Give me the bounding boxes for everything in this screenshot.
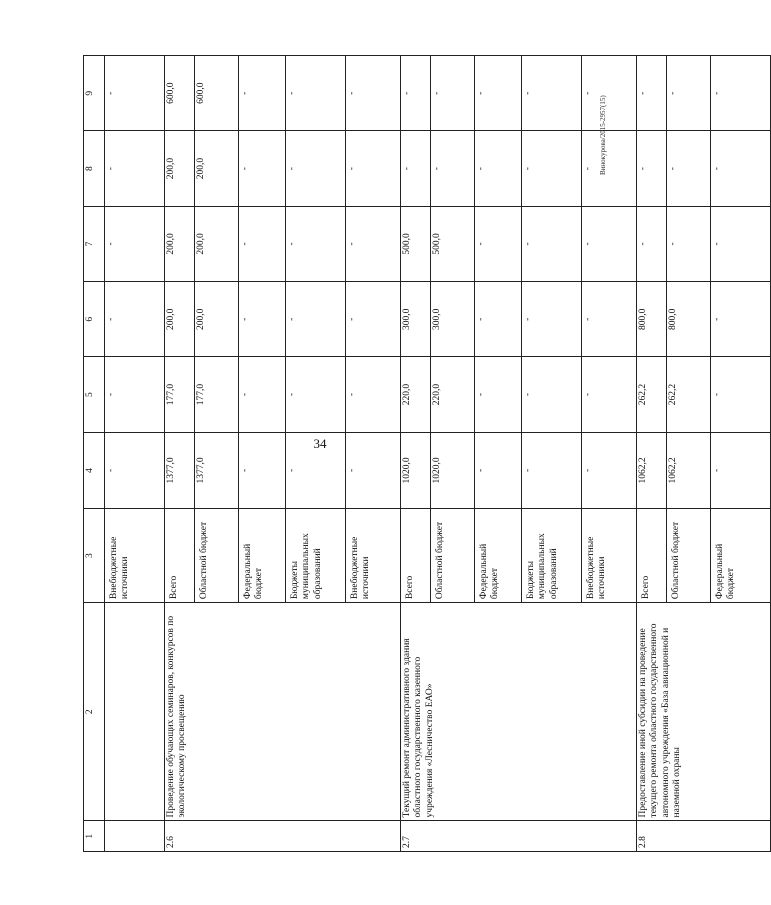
- value-cell: -: [105, 56, 165, 131]
- table-body: [105, 56, 771, 852]
- value-cell: -: [582, 206, 637, 281]
- value-cell: -: [346, 56, 401, 131]
- value-cell: -: [711, 56, 771, 131]
- value-cell: 1377,0: [165, 432, 195, 508]
- source-cell: Бюджеты муниципальных образований: [286, 509, 346, 603]
- value-cell: -: [711, 432, 771, 508]
- page-number: 34: [313, 436, 327, 451]
- value-cell: -: [582, 131, 637, 206]
- value-cell: -: [475, 282, 522, 357]
- header-cell: 5: [84, 357, 105, 432]
- value-cell: -: [286, 357, 346, 432]
- row-name-cell: Проведение обучающих семинаров, конкурсов по экологическому просвещению: [165, 603, 401, 821]
- value-cell: -: [522, 432, 582, 508]
- source-cell: Областной бюджет: [667, 509, 711, 603]
- value-cell: 200,0: [165, 131, 195, 206]
- value-cell: -: [239, 206, 286, 281]
- header-cell: 1: [84, 821, 105, 852]
- value-cell: -: [431, 131, 475, 206]
- row-number-cell: [105, 821, 165, 852]
- header-cell: 6: [84, 282, 105, 357]
- value-cell: -: [582, 282, 637, 357]
- value-cell: -: [711, 357, 771, 432]
- value-cell: -: [239, 432, 286, 508]
- document-stamp: Винокурова/2015-2957(15): [599, 95, 607, 175]
- source-cell: Всего: [401, 509, 431, 603]
- value-cell: -: [667, 131, 711, 206]
- value-cell: 200,0: [165, 282, 195, 357]
- row-name-cell: Предоставление иной субсидии на проведение текущего ремонта областного государственного автономного учреждения «База авиационной и наземной охраны: [637, 603, 771, 821]
- value-cell: -: [522, 206, 582, 281]
- value-cell: -: [711, 206, 771, 281]
- value-cell: -: [105, 131, 165, 206]
- value-cell: -: [346, 206, 401, 281]
- header-row: [84, 56, 105, 852]
- source-cell: Внебюджетные источники: [105, 509, 165, 603]
- value-cell: -: [522, 282, 582, 357]
- header-cell: 2: [84, 603, 105, 821]
- value-cell: -: [711, 282, 771, 357]
- value-cell: -: [637, 56, 667, 131]
- value-cell: 220,0: [431, 357, 475, 432]
- row-name-cell: [105, 603, 165, 821]
- value-cell: -: [105, 432, 165, 508]
- value-cell: -: [346, 282, 401, 357]
- table-row: [165, 56, 195, 852]
- source-cell: Внебюджетные источники: [582, 509, 637, 603]
- source-cell: Всего: [637, 509, 667, 603]
- header-cell: 3: [84, 509, 105, 603]
- value-cell: -: [239, 131, 286, 206]
- row-number-cell: 2.7: [401, 821, 637, 852]
- value-cell: -: [105, 206, 165, 281]
- value-cell: 200,0: [195, 282, 239, 357]
- value-cell: -: [286, 282, 346, 357]
- value-cell: 800,0: [637, 282, 667, 357]
- table-row: [637, 56, 667, 852]
- row-number-cell: 2.8: [637, 821, 771, 852]
- value-cell: -: [346, 131, 401, 206]
- value-cell: -: [637, 131, 667, 206]
- value-cell: 220,0: [401, 357, 431, 432]
- value-cell: 262,2: [637, 357, 667, 432]
- row-number-cell: 2.6: [165, 821, 401, 852]
- source-cell: Внебюджетные источники: [346, 509, 401, 603]
- header-cell: 4: [84, 432, 105, 508]
- value-cell: -: [522, 357, 582, 432]
- value-cell: -: [582, 56, 637, 131]
- table-row: [401, 56, 431, 852]
- value-cell: 500,0: [431, 206, 475, 281]
- value-cell: -: [475, 357, 522, 432]
- value-cell: -: [522, 56, 582, 131]
- value-cell: -: [475, 56, 522, 131]
- value-cell: 262,2: [667, 357, 711, 432]
- value-cell: -: [346, 357, 401, 432]
- value-cell: -: [667, 56, 711, 131]
- table-row: [105, 56, 165, 852]
- header-cell: 8: [84, 131, 105, 206]
- value-cell: 600,0: [165, 56, 195, 131]
- value-cell: -: [239, 357, 286, 432]
- value-cell: -: [637, 206, 667, 281]
- row-name-cell: Текущий ремонт административного здания областного государственного казенного учреждения «Лесничество ЕАО»: [401, 603, 637, 821]
- source-cell: Федеральный бюджет: [711, 509, 771, 603]
- value-cell: -: [582, 357, 637, 432]
- value-cell: -: [105, 282, 165, 357]
- source-cell: Всего: [165, 509, 195, 603]
- value-cell: 800,0: [667, 282, 711, 357]
- value-cell: 200,0: [195, 206, 239, 281]
- value-cell: -: [286, 56, 346, 131]
- value-cell: 300,0: [431, 282, 475, 357]
- value-cell: -: [522, 131, 582, 206]
- value-cell: 177,0: [195, 357, 239, 432]
- value-cell: 1020,0: [401, 432, 431, 508]
- value-cell: -: [286, 432, 346, 508]
- value-cell: 1377,0: [195, 432, 239, 508]
- value-cell: -: [286, 206, 346, 281]
- value-cell: -: [105, 357, 165, 432]
- value-cell: 1020,0: [431, 432, 475, 508]
- value-cell: -: [475, 432, 522, 508]
- value-cell: -: [431, 56, 475, 131]
- value-cell: -: [239, 56, 286, 131]
- source-cell: Федеральный бюджет: [475, 509, 522, 603]
- value-cell: -: [667, 206, 711, 281]
- source-cell: Федеральный бюджет: [239, 509, 286, 603]
- value-cell: 500,0: [401, 206, 431, 281]
- value-cell: -: [346, 432, 401, 508]
- value-cell: 1062,2: [637, 432, 667, 508]
- source-cell: Областной бюджет: [195, 509, 239, 603]
- header-cell: 9: [84, 56, 105, 131]
- value-cell: 600,0: [195, 56, 239, 131]
- value-cell: 300,0: [401, 282, 431, 357]
- value-cell: -: [711, 131, 771, 206]
- value-cell: -: [239, 282, 286, 357]
- value-cell: -: [286, 131, 346, 206]
- header-cell: 7: [84, 206, 105, 281]
- value-cell: -: [582, 432, 637, 508]
- value-cell: 200,0: [165, 206, 195, 281]
- rotated-table-area: [83, 55, 737, 852]
- value-cell: -: [475, 131, 522, 206]
- value-cell: -: [475, 206, 522, 281]
- value-cell: 200,0: [195, 131, 239, 206]
- source-cell: Областной бюджет: [431, 509, 475, 603]
- value-cell: 177,0: [165, 357, 195, 432]
- value-cell: -: [401, 56, 431, 131]
- value-cell: -: [401, 131, 431, 206]
- budget-table: [83, 55, 771, 852]
- value-cell: 1062,2: [667, 432, 711, 508]
- source-cell: Бюджеты муниципальных образований: [522, 509, 582, 603]
